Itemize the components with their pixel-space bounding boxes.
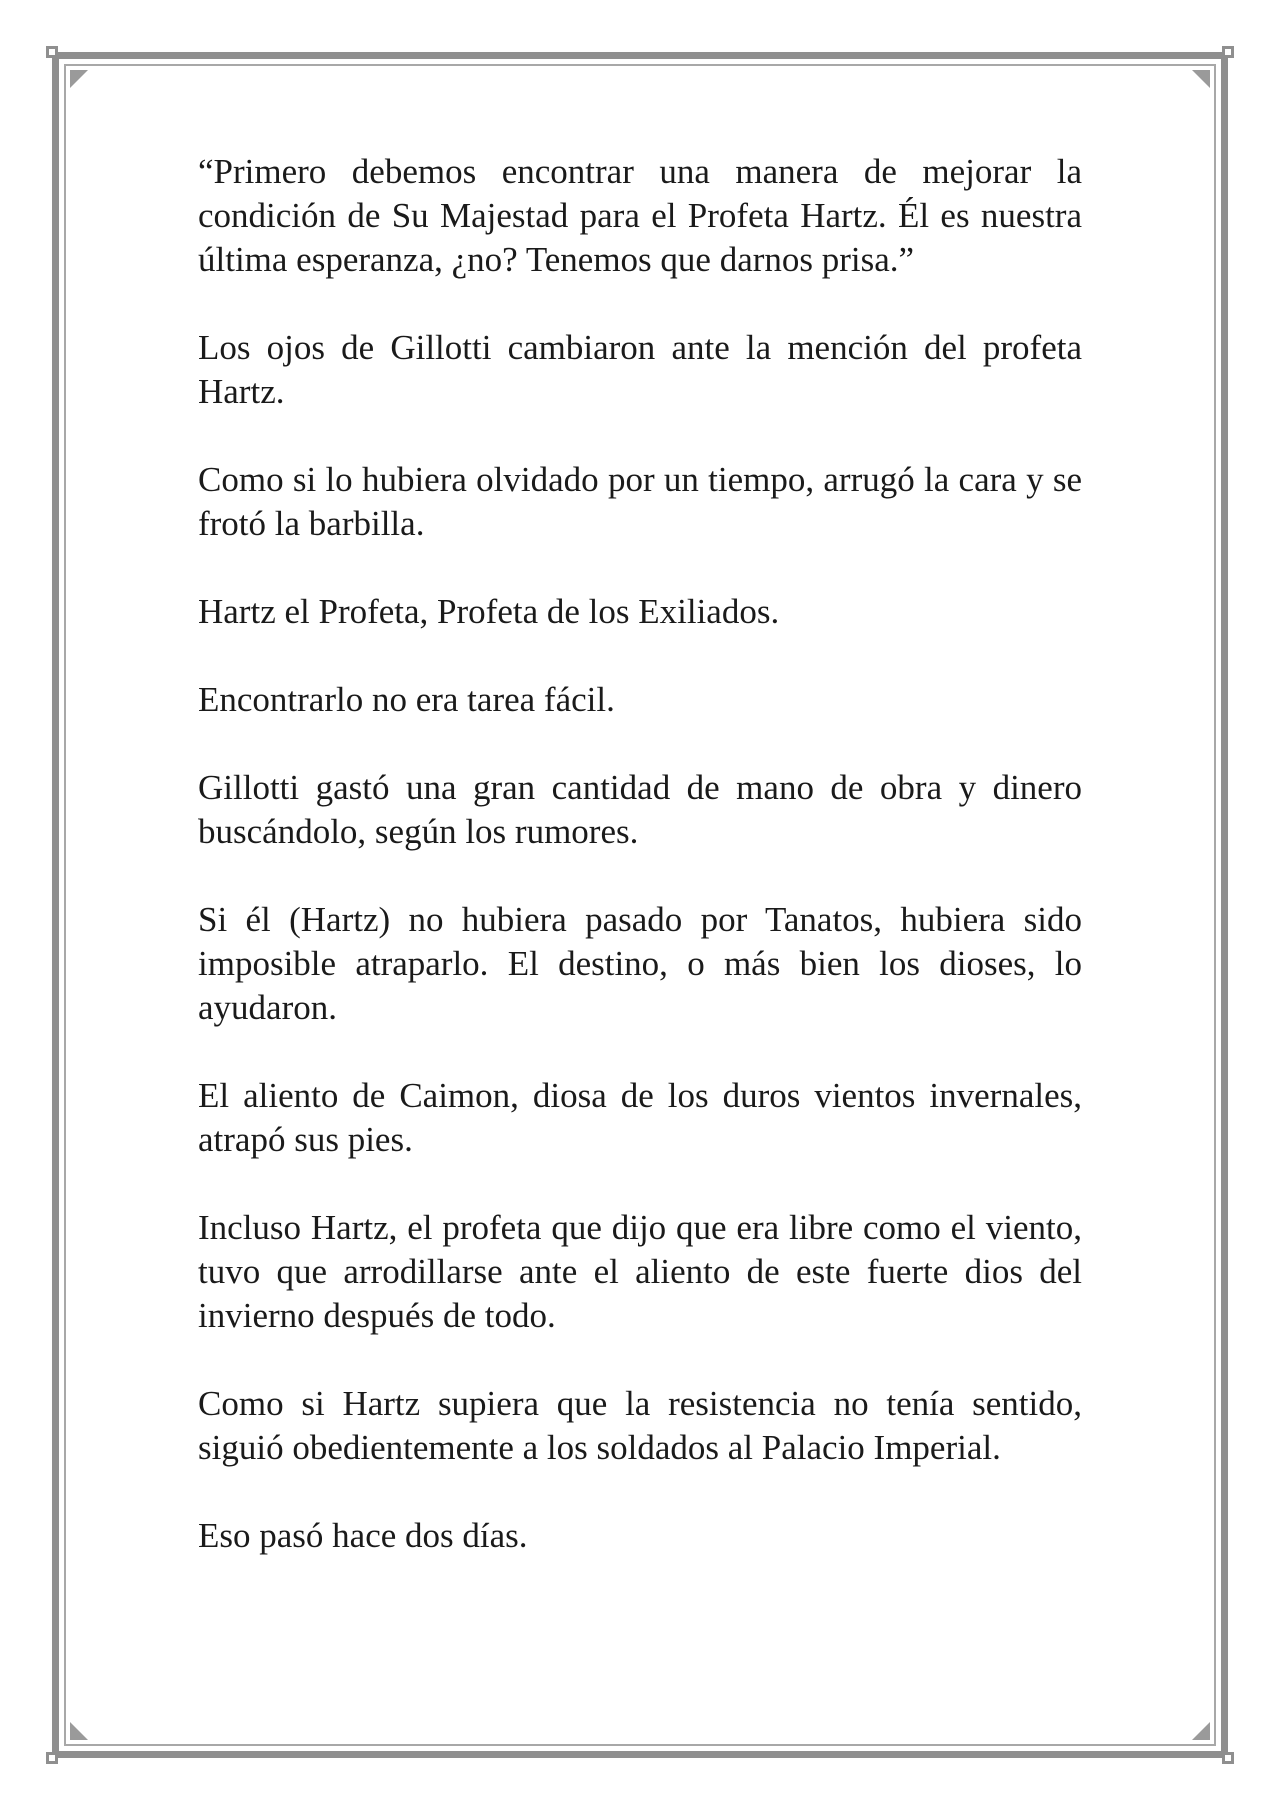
- corner-triangle-top-left: [70, 70, 88, 88]
- corner-ornament-top-right: [1222, 46, 1234, 58]
- paragraph: “Primero debemos encontrar una manera de mejorar la condición de Su Majestad para el Profeta Hartz. Él es nuestra última esperanza, ¿no? Tenemos que darnos prisa.”: [198, 152, 1082, 279]
- corner-triangle-bottom-right: [1192, 1722, 1210, 1740]
- paragraph: Si él (Hartz) no hubiera pasado por Tanatos, hubiera sido imposible atraparlo. El destino, o más bien los dioses, lo ayudaron.: [198, 900, 1082, 1027]
- corner-triangle-top-right: [1192, 70, 1210, 88]
- paragraph: Incluso Hartz, el profeta que dijo que era libre como el viento, tuvo que arrodillarse ante el aliento de este fuerte dios del invierno después de todo.: [198, 1208, 1082, 1335]
- paragraph: Como si Hartz supiera que la resistencia no tenía sentido, siguió obedientemente a los soldados al Palacio Imperial.: [198, 1384, 1082, 1467]
- paragraph: Encontrarlo no era tarea fácil.: [198, 680, 615, 719]
- paragraph: Gillotti gastó una gran cantidad de mano de obra y dinero buscándolo, según los rumores.: [198, 768, 1082, 851]
- paragraph: Hartz el Profeta, Profeta de los Exiliados.: [198, 592, 780, 631]
- corner-ornament-bottom-left: [46, 1752, 58, 1764]
- paragraph: El aliento de Caimon, diosa de los duros vientos invernales, atrapó sus pies.: [198, 1076, 1082, 1159]
- page-text-body: [198, 150, 1082, 1602]
- paragraph: Como si lo hubiera olvidado por un tiempo, arrugó la cara y se frotó la barbilla.: [198, 460, 1082, 543]
- corner-ornament-bottom-right: [1222, 1752, 1234, 1764]
- corner-ornament-top-left: [46, 46, 58, 58]
- corner-triangle-bottom-left: [70, 1722, 88, 1740]
- paragraph: Eso pasó hace dos días.: [198, 1516, 528, 1555]
- paragraph: Los ojos de Gillotti cambiaron ante la mención del profeta Hartz.: [198, 328, 1082, 411]
